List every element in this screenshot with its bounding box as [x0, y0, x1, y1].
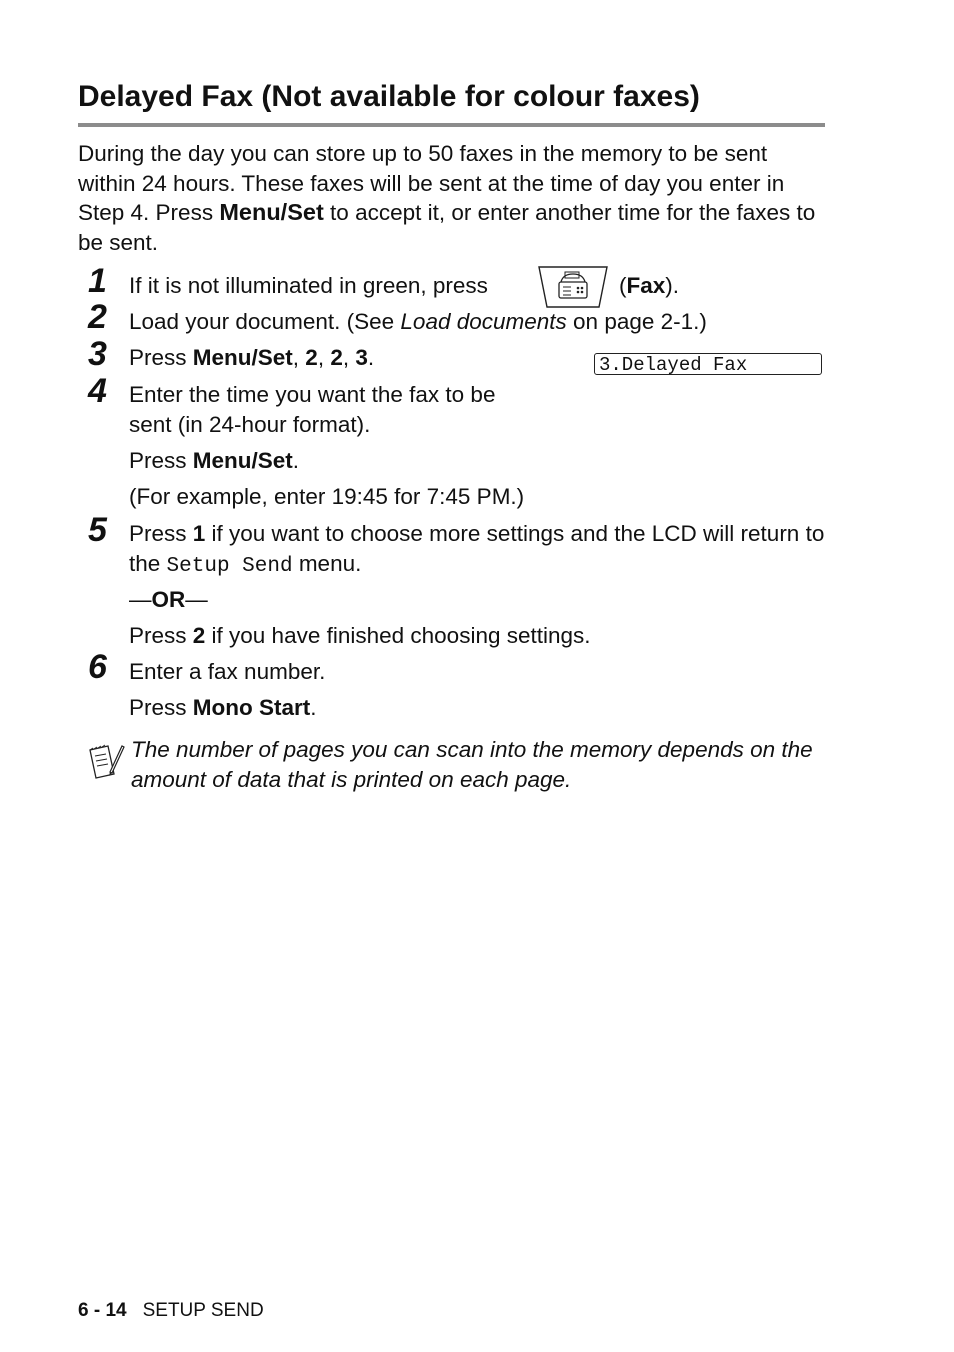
step-5-number: 5: [88, 511, 107, 549]
step-3-text: [129, 343, 374, 373]
step-1-number: 1: [88, 262, 107, 300]
step-5-key-2: 2: [192, 623, 206, 648]
step-3-sep-2: ,: [317, 345, 331, 370]
or-dash-right: —: [185, 587, 208, 612]
section-name: SETUP SEND: [142, 1300, 264, 1321]
step-1-fax-label: [619, 271, 679, 301]
step-5-alt: [129, 621, 591, 651]
step-5-text: [129, 519, 829, 581]
fax-paren-close: ).: [665, 273, 680, 298]
title-underline: [78, 123, 825, 127]
step-4-end: .: [292, 448, 300, 473]
step-5-or: [129, 585, 208, 615]
step-4-press-word: Press: [129, 448, 193, 473]
step-3-number: 3: [88, 335, 107, 373]
step-5-text-3: menu.: [292, 550, 362, 576]
step-6-press: [129, 693, 317, 723]
step-5-text-2: if you want to choose more settings and the LCD will return to the: [129, 521, 825, 576]
step-6-key-mono-start: Mono Start: [192, 695, 311, 720]
step-3-press: Press: [129, 345, 193, 370]
step-5-key-1: 1: [192, 521, 206, 546]
note-pad-icon: [86, 740, 126, 782]
or-dash-left: —: [129, 587, 152, 612]
step-4-press: [129, 446, 299, 476]
step-3-sep-1: ,: [292, 345, 306, 370]
step-5-text-5: if you have finished choosing settings.: [205, 623, 591, 648]
step-3-sep-3: ,: [342, 345, 356, 370]
fax-key-icon: [537, 264, 609, 310]
or-label: OR: [151, 587, 186, 612]
step-4-key-menu-set: Menu/Set: [192, 448, 293, 473]
step-3-end: .: [367, 345, 375, 370]
intro-text-2: to accept it, or enter another time for the faxes to be sent.: [78, 200, 816, 255]
step-3-key-3: 3: [355, 345, 368, 370]
step-3-key-2b: 2: [330, 345, 343, 370]
step-3-key-menu-set: Menu/Set: [192, 345, 293, 370]
setup-send-menu-name: Setup Send: [166, 554, 293, 578]
note-text: The number of pages you can scan into the memory depends on the amount of data that is printed on each page.: [131, 737, 813, 792]
intro-paragraph: [78, 139, 828, 257]
intro-menu-set: Menu/Set: [219, 199, 324, 226]
fax-key-name: Fax: [626, 273, 666, 298]
step-4-example: (For example, enter 19:45 for 7:45 PM.): [129, 484, 525, 509]
lcd-display: 3.Delayed Fax: [594, 353, 822, 375]
step-2-text: [129, 307, 707, 337]
page-number: 6 - 14: [78, 1300, 127, 1321]
step-2-text-1: Load your document. (See: [129, 309, 401, 334]
step-5-press-alt: Press: [129, 623, 193, 648]
load-documents-ref: Load documents: [400, 309, 567, 334]
step-2-text-2: on page 2-1.): [566, 309, 707, 334]
step-6-text: Enter a fax number.: [129, 659, 326, 684]
step-6-press-word: Press: [129, 695, 193, 720]
intro-text-1: During the day you can store up to 50 faxes in the memory to be sent within 24 hours. These faxes will be sent at the time of day you enter in Step 4. Press: [78, 141, 785, 226]
page-footer: [78, 1300, 264, 1322]
step-2-number: 2: [88, 298, 107, 336]
fax-paren-open: (: [619, 273, 627, 298]
step-5-press: Press: [129, 521, 193, 546]
page-title: Delayed Fax (Not available for colour faxes): [78, 80, 700, 113]
step-1-text: If it is not illuminated in green, press: [129, 273, 488, 298]
step-3-key-2a: 2: [305, 345, 318, 370]
step-6-number: 6: [88, 648, 107, 686]
step-6-end: .: [310, 695, 317, 720]
step-4-number: 4: [88, 372, 107, 410]
step-4-text: Enter the time you want the fax to be sent (in 24-hour format).: [129, 382, 496, 437]
